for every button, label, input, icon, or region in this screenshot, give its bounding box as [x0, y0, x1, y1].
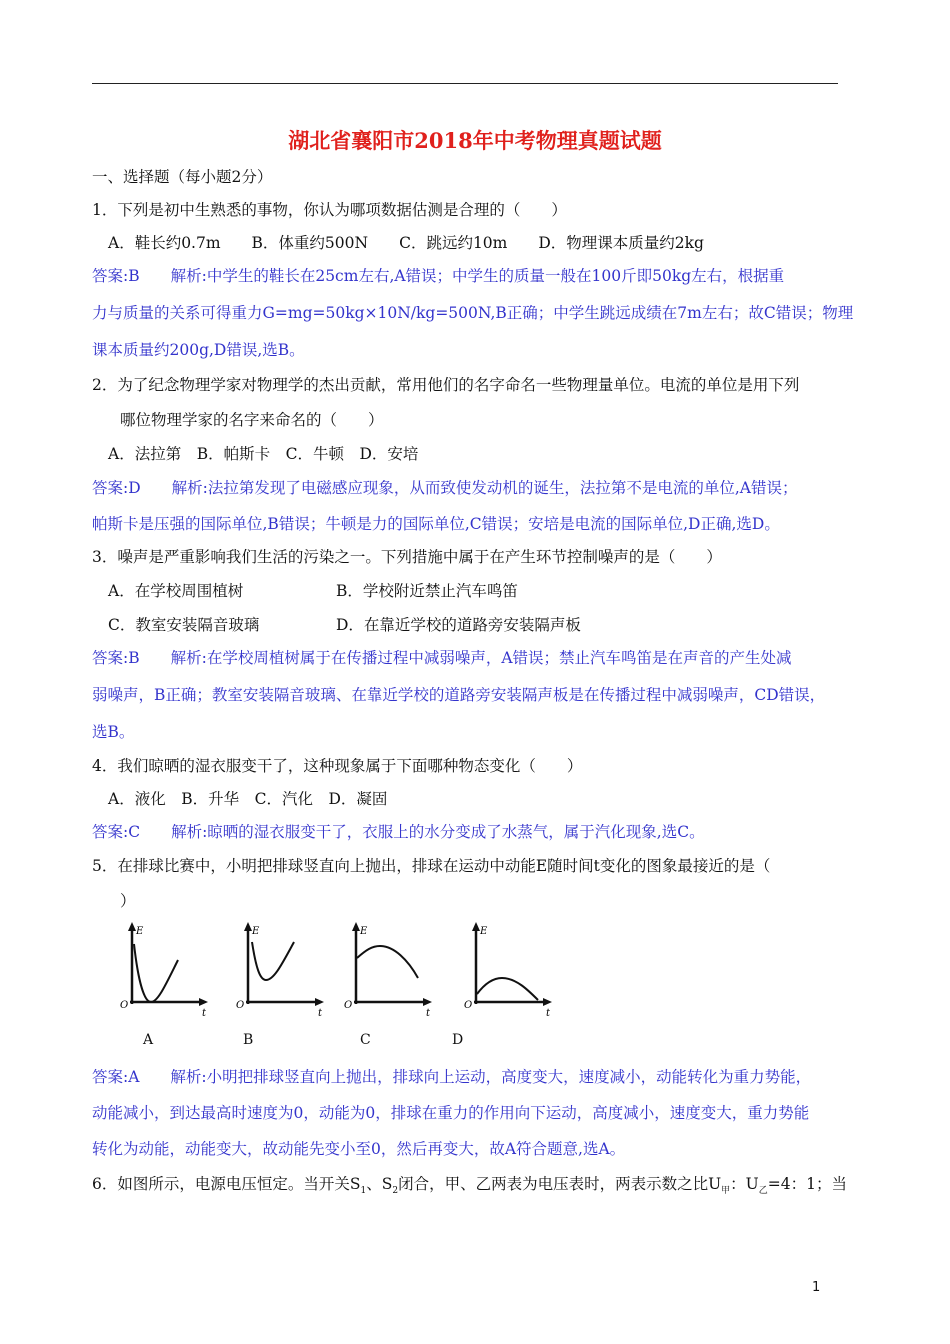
q5-answer-line3: 转化为动能，动能变大，故动能先变小至0，然后再变大，故A符合题意,选A。 [92, 1140, 626, 1158]
q4-answer: 答案:C 解析:晾晒的湿衣服变干了，衣服上的水分变成了水蒸气，属于汽化现象,选C。 [92, 823, 705, 841]
q1-answer-line1: 答案:B 解析:中学生的鞋长在25cm左右,A错误；中学生的质量一般在100斤即50kg左右，根据重 [92, 267, 785, 285]
q6-text-2: 、S [366, 1175, 393, 1193]
q3-option-a: A．在学校周围植树 [108, 582, 244, 600]
q3-stem: 3．噪声是严重影响我们生活的污染之一。下列措施中属于在产生环节控制噪声的是（ ） [92, 548, 722, 566]
graph-d-origin: O [464, 1000, 473, 1011]
q6-sub-4: 乙 [758, 1186, 768, 1197]
q6-text-4: ：U [730, 1175, 759, 1193]
q6-text-5: =4：1；当 [767, 1175, 847, 1193]
graph-b-y-label: E [252, 926, 260, 937]
q2-answer-line1: 答案:D 解析:法拉第发现了电磁感应现象，从而致使发动机的诞生，法拉第不是电流的单位,A错误； [92, 479, 798, 497]
q3-answer-line1: 答案:B 解析:在学校周植树属于在传播过程中减弱噪声，A错误；禁止汽车鸣笛是在声音的产生处减 [92, 649, 792, 667]
graph-d [462, 920, 554, 1019]
graph-a-origin: O [120, 1000, 129, 1011]
graph-a-y-label: E [136, 926, 144, 937]
q2-stem-line1: 2．为了纪念物理学家对物理学的杰出贡献，常用他们的名字命名一些物理量单位。电流的单位是用下列 [92, 376, 800, 394]
q6-sub-1: 1 [360, 1186, 367, 1197]
page-number: 1 [812, 1280, 821, 1295]
q1-stem: 1．下列是初中生熟悉的事物，你认为哪项数据估测是合理的（ ） [92, 201, 567, 219]
header-rule [92, 83, 838, 84]
q6-sub-3: 甲 [721, 1186, 731, 1197]
graph-b [234, 920, 326, 1019]
q2-options: A．法拉第 B．帕斯卡 C．牛顿 D．安培 [108, 445, 419, 463]
q5-stem-line1: 5．在排球比赛中，小明把排球竖直向上抛出，排球在运动中动能E随时间t变化的图象最接近的是（ [92, 857, 771, 875]
graph-d-y-label: E [480, 926, 488, 937]
q6-stem [92, 1173, 847, 1202]
graph-label-b: B [243, 1032, 254, 1048]
q1-answer-line2: 力与质量的关系可得重力G=mg=50kg×10N/kg=500N,B正确；中学生跳远成绩在7m左右；故C错误；物理 [92, 304, 854, 322]
graph-c [342, 920, 434, 1019]
q5-answer-line1: 答案:A 解析:小明把排球竖直向上抛出，排球向上运动，高度变大，速度减小，动能转化为重力势能， [92, 1068, 812, 1086]
section-heading: 一、选择题（每小题2分） [92, 168, 273, 186]
q1-options: A．鞋长约0.7m B．体重约500N C．跳远约10m D．物理课本质量约2kg [108, 234, 704, 252]
q3-option-b: B．学校附近禁止汽车鸣笛 [336, 582, 518, 600]
graph-d-x-label: t [546, 1008, 551, 1019]
q3-answer-line3: 选B。 [92, 723, 135, 741]
graph-a [118, 920, 210, 1019]
q6-sub-2: 2 [392, 1186, 399, 1197]
q1-answer-line3: 课本质量约200g,D错误,选B。 [92, 341, 305, 359]
q4-options: A．液化 B．升华 C．汽化 D．凝固 [108, 790, 388, 808]
graph-label-c: C [360, 1032, 371, 1048]
graph-c-x-label: t [426, 1008, 431, 1019]
graph-b-x-label: t [318, 1008, 323, 1019]
q3-option-d: D．在靠近学校的道路旁安装隔声板 [336, 616, 581, 634]
graph-c-origin: O [344, 1000, 353, 1011]
graph-label-d: D [452, 1032, 464, 1048]
q6-text-1: 6．如图所示，电源电压恒定。当开关S [92, 1175, 361, 1193]
graph-label-a: A [143, 1032, 154, 1048]
q5-stem-line2: ） [120, 892, 136, 910]
q6-text-3: 闭合，甲、乙两表为电压表时，两表示数之比U [398, 1175, 722, 1193]
graph-c-y-label: E [360, 926, 368, 937]
q5-answer-line2: 动能减小，到达最高时速度为0，动能为0，排球在重力的作用向下运动，高度减小，速度变大，重力势能 [92, 1104, 810, 1122]
graph-b-origin: O [236, 1000, 245, 1011]
q4-stem: 4．我们晾晒的湿衣服变干了，这种现象属于下面哪种物态变化（ ） [92, 757, 583, 775]
q2-stem-line2: 哪位物理学家的名字来命名的（ ） [120, 411, 384, 429]
q3-option-c: C．教室安装隔音玻璃 [108, 616, 260, 634]
graph-a-x-label: t [202, 1008, 207, 1019]
q3-answer-line2: 弱噪声，B正确；教室安装隔音玻璃、在靠近学校的道路旁安装隔声板是在传播过程中减弱噪声，CD错误， [92, 686, 826, 704]
q2-answer-line2: 帕斯卡是压强的国际单位,B错误；牛顿是力的国际单位,C错误；安培是电流的国际单位,D正确,选D。 [92, 515, 780, 533]
page-title: 湖北省襄阳市2018年中考物理真题试题 [288, 128, 662, 153]
